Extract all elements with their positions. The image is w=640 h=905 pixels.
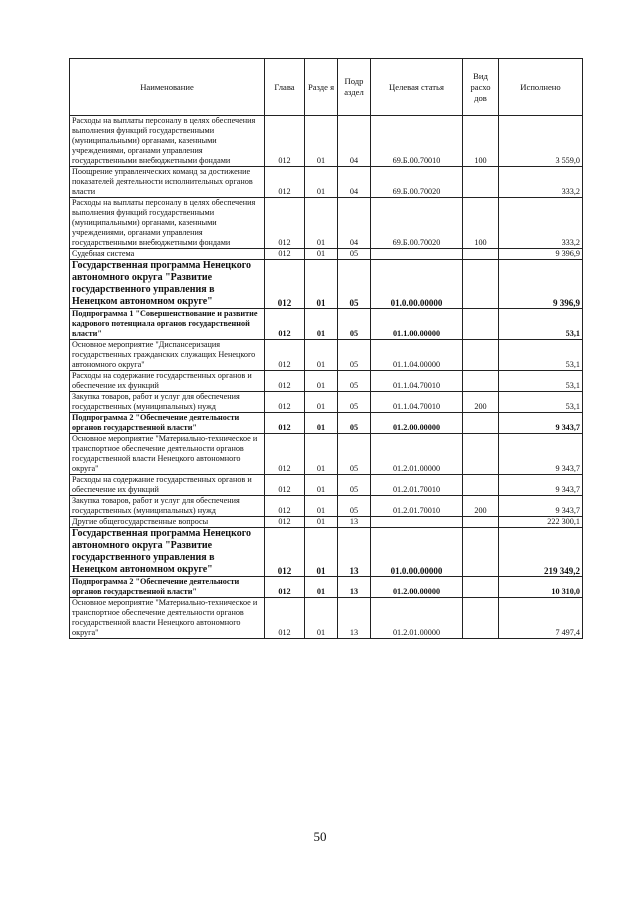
row-glava: 012	[265, 260, 305, 309]
row-podrazdel: 13	[338, 528, 371, 577]
row-amount: 9 343,7	[499, 413, 583, 434]
row-statya: 69.Б.00.70010	[371, 116, 463, 167]
row-glava: 012	[265, 413, 305, 434]
row-amount: 9 343,7	[499, 434, 583, 475]
table-body	[70, 116, 583, 639]
table-header-row	[70, 59, 583, 116]
row-glava: 012	[265, 371, 305, 392]
row-glava: 012	[265, 496, 305, 517]
table-row	[70, 116, 583, 167]
header-statya: Целевая статья	[371, 59, 463, 116]
row-vid	[463, 517, 499, 528]
row-name: Расходы на выплаты персоналу в целях обеспечения выполнения функций государственными (муниципальными) органами, казенными учреждениями, органами управления государственными внебюджетными фондами	[70, 116, 265, 167]
row-podrazdel: 13	[338, 517, 371, 528]
row-statya: 01.2.01.00000	[371, 434, 463, 475]
row-razdel: 01	[305, 475, 338, 496]
row-podrazdel: 05	[338, 392, 371, 413]
row-vid	[463, 167, 499, 198]
row-statya: 01.2.01.00000	[371, 598, 463, 639]
row-name: Подпрограмма 2 "Обеспечение деятельности органов государственной власти"	[70, 577, 265, 598]
row-vid	[463, 528, 499, 577]
row-amount: 10 310,0	[499, 577, 583, 598]
row-podrazdel: 05	[338, 413, 371, 434]
row-razdel: 01	[305, 309, 338, 340]
row-amount: 222 300,1	[499, 517, 583, 528]
row-podrazdel: 05	[338, 260, 371, 309]
table-row	[70, 309, 583, 340]
row-podrazdel: 05	[338, 371, 371, 392]
table-row	[70, 598, 583, 639]
table-row	[70, 496, 583, 517]
row-podrazdel: 05	[338, 249, 371, 260]
row-podrazdel: 05	[338, 496, 371, 517]
row-podrazdel: 04	[338, 198, 371, 249]
header-name: Наименование	[70, 59, 265, 116]
row-glava: 012	[265, 577, 305, 598]
row-glava: 012	[265, 434, 305, 475]
table-row	[70, 517, 583, 528]
row-vid	[463, 577, 499, 598]
row-vid: 200	[463, 496, 499, 517]
header-glava: Глава	[265, 59, 305, 116]
row-statya: 01.2.00.00000	[371, 413, 463, 434]
row-razdel: 01	[305, 340, 338, 371]
row-amount: 7 497,4	[499, 598, 583, 639]
row-podrazdel: 04	[338, 167, 371, 198]
table-row	[70, 198, 583, 249]
header-podrazdel: Подр аздел	[338, 59, 371, 116]
table-row	[70, 340, 583, 371]
row-razdel: 01	[305, 392, 338, 413]
header-razdel: Разде я	[305, 59, 338, 116]
row-podrazdel: 05	[338, 309, 371, 340]
row-razdel: 01	[305, 249, 338, 260]
row-name: Основное мероприятие "Материально-техническое и транспортное обеспечение деятельности органов государственной власти Ненецкого автономного округа"	[70, 598, 265, 639]
row-name: Государственная программа Ненецкого автономного округа "Развитие государственного управления в Ненецком автономном округе"	[70, 528, 265, 577]
row-glava: 012	[265, 116, 305, 167]
row-amount: 53,1	[499, 340, 583, 371]
row-vid	[463, 260, 499, 309]
row-podrazdel: 05	[338, 340, 371, 371]
row-statya: 01.0.00.00000	[371, 260, 463, 309]
row-glava: 012	[265, 249, 305, 260]
row-vid	[463, 309, 499, 340]
row-razdel: 01	[305, 577, 338, 598]
row-vid	[463, 475, 499, 496]
row-amount: 333,2	[499, 198, 583, 249]
row-statya: 69.Б.00.70020	[371, 167, 463, 198]
row-razdel: 01	[305, 598, 338, 639]
row-glava: 012	[265, 475, 305, 496]
row-name: Поощрение управленческих команд за достижение показателей деятельности исполнительных органов власти	[70, 167, 265, 198]
row-statya	[371, 249, 463, 260]
row-name: Расходы на содержание государственных органов и обеспечение их функций	[70, 371, 265, 392]
row-amount: 9 343,7	[499, 496, 583, 517]
row-razdel: 01	[305, 517, 338, 528]
row-glava: 012	[265, 528, 305, 577]
row-name: Основное мероприятие "Материально-техническое и транспортное обеспечение деятельности органов государственной власти Ненецкого автономного округа"	[70, 434, 265, 475]
row-amount: 53,1	[499, 371, 583, 392]
table-row	[70, 413, 583, 434]
row-vid	[463, 598, 499, 639]
row-statya: 01.0.00.00000	[371, 528, 463, 577]
row-name: Другие общегосударственные вопросы	[70, 517, 265, 528]
row-statya: 01.2.01.70010	[371, 496, 463, 517]
table-row	[70, 475, 583, 496]
row-vid	[463, 249, 499, 260]
row-razdel: 01	[305, 434, 338, 475]
header-amount: Исполнено	[499, 59, 583, 116]
row-name: Основное мероприятие "Диспансеризация государственных гражданских служащих Ненецкого автономного округа"	[70, 340, 265, 371]
row-podrazdel: 13	[338, 598, 371, 639]
table-row	[70, 577, 583, 598]
row-name: Закупка товаров, работ и услуг для обеспечения государственных (муниципальных) нужд	[70, 392, 265, 413]
row-podrazdel: 05	[338, 434, 371, 475]
row-podrazdel: 04	[338, 116, 371, 167]
table-row	[70, 249, 583, 260]
row-statya: 01.2.01.70010	[371, 475, 463, 496]
row-glava: 012	[265, 517, 305, 528]
row-name: Судебная система	[70, 249, 265, 260]
row-vid: 100	[463, 198, 499, 249]
row-razdel: 01	[305, 167, 338, 198]
row-glava: 012	[265, 198, 305, 249]
row-name: Подпрограмма 2 "Обеспечение деятельности органов государственной власти"	[70, 413, 265, 434]
row-razdel: 01	[305, 116, 338, 167]
row-amount: 3 559,0	[499, 116, 583, 167]
row-statya: 01.1.04.70010	[371, 392, 463, 413]
table-row	[70, 434, 583, 475]
budget-table	[69, 58, 583, 639]
row-name: Государственная программа Ненецкого автономного округа "Развитие государственного управления в Ненецком автономном округе"	[70, 260, 265, 309]
row-vid	[463, 413, 499, 434]
row-razdel: 01	[305, 413, 338, 434]
row-amount: 53,1	[499, 392, 583, 413]
row-name: Расходы на содержание государственных органов и обеспечение их функций	[70, 475, 265, 496]
page-number: 50	[313, 829, 327, 844]
table-row	[70, 392, 583, 413]
row-razdel: 01	[305, 198, 338, 249]
row-podrazdel: 13	[338, 577, 371, 598]
table-row	[70, 167, 583, 198]
row-statya: 01.1.04.70010	[371, 371, 463, 392]
row-podrazdel: 05	[338, 475, 371, 496]
row-statya: 69.Б.00.70020	[371, 198, 463, 249]
row-glava: 012	[265, 392, 305, 413]
row-statya: 01.2.00.00000	[371, 577, 463, 598]
row-razdel: 01	[305, 496, 338, 517]
table-row	[70, 528, 583, 577]
row-statya: 01.1.00.00000	[371, 309, 463, 340]
row-vid	[463, 434, 499, 475]
row-vid	[463, 371, 499, 392]
row-amount: 333,2	[499, 167, 583, 198]
row-glava: 012	[265, 167, 305, 198]
row-glava: 012	[265, 309, 305, 340]
row-glava: 012	[265, 340, 305, 371]
row-razdel: 01	[305, 371, 338, 392]
row-razdel: 01	[305, 260, 338, 309]
row-name: Подпрограмма 1 "Совершенствование и развитие кадрового потенциала органов государственной власти"	[70, 309, 265, 340]
row-amount: 9 396,9	[499, 249, 583, 260]
row-vid: 200	[463, 392, 499, 413]
row-amount: 53,1	[499, 309, 583, 340]
row-vid	[463, 340, 499, 371]
table-row	[70, 371, 583, 392]
row-name: Закупка товаров, работ и услуг для обеспечения государственных (муниципальных) нужд	[70, 496, 265, 517]
row-statya: 01.1.04.00000	[371, 340, 463, 371]
row-vid: 100	[463, 116, 499, 167]
row-statya	[371, 517, 463, 528]
row-amount: 9 343,7	[499, 475, 583, 496]
header-vid: Вид расхо дов	[463, 59, 499, 116]
row-glava: 012	[265, 598, 305, 639]
row-razdel: 01	[305, 528, 338, 577]
row-amount: 9 396,9	[499, 260, 583, 309]
row-amount: 219 349,2	[499, 528, 583, 577]
table-row	[70, 260, 583, 309]
row-name: Расходы на выплаты персоналу в целях обеспечения выполнения функций государственными (муниципальными) органами, казенными учреждениями, органами управления государственными внебюджетными фондами	[70, 198, 265, 249]
